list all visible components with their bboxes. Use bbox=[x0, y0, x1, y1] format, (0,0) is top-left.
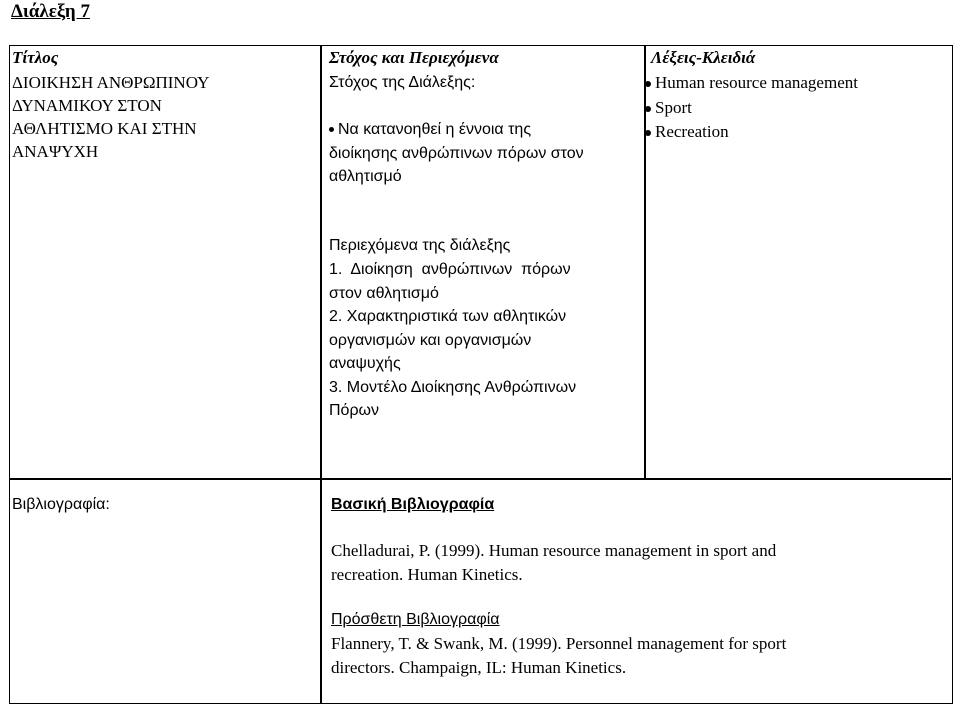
lecture-title-line: ΔΙΟΙΚΗΣΗ ΑΝΘΡΩΠΙΝΟΥ bbox=[12, 73, 210, 92]
keyword-text: Human resource management bbox=[655, 73, 858, 92]
bullet-icon bbox=[329, 127, 334, 132]
bullet-icon bbox=[645, 106, 651, 112]
bullet-icon bbox=[645, 130, 651, 136]
header-title: Τίτλος bbox=[12, 48, 59, 67]
additional-bibliography-line: Flannery, T. & Swank, M. (1999). Personnel management for sport bbox=[331, 634, 787, 653]
goal-bullet-line: αθλητισμό bbox=[329, 168, 402, 185]
contents-line: 2. Χαρακτηριστικά των αθλητικών bbox=[329, 308, 567, 325]
goal-bullet bbox=[329, 118, 584, 189]
lecture-title-line: ΑΝΑΨΥΧΗ bbox=[12, 142, 99, 161]
basic-bibliography-entry bbox=[331, 539, 776, 587]
contents-label: Περιεχόμενα της διάλεξης bbox=[329, 237, 511, 254]
contents-line: στον αθλητισμό bbox=[329, 284, 439, 302]
basic-bibliography-line: recreation. Human Kinetics. bbox=[331, 565, 523, 584]
contents-line: 3. Μοντέλο Διοίκησης Ανθρώπινων bbox=[329, 378, 577, 396]
header-keywords: Λέξεις-Κλειδιά bbox=[651, 48, 756, 67]
keyword-text: Sport bbox=[655, 97, 692, 117]
bibliography-label: Βιβλιογραφία: bbox=[12, 496, 110, 513]
contents-line: αναψυχής bbox=[329, 355, 401, 372]
bullet-icon bbox=[645, 81, 651, 87]
contents-line: 1. Διοίκηση ανθρώπινων πόρων bbox=[329, 261, 571, 278]
column-divider-1 bbox=[320, 46, 322, 479]
additional-bibliography-heading: Πρόσθετη Βιβλιογραφία bbox=[331, 611, 500, 628]
keyword-item bbox=[645, 71, 858, 96]
lecture-title-line: ΔΥΝΑΜΙΚΟΥ ΣΤΟΝ bbox=[12, 96, 162, 115]
contents-line: οργανισμών και οργανισμών bbox=[329, 331, 532, 349]
contents-line: Πόρων bbox=[329, 402, 380, 419]
keyword-text: Recreation bbox=[655, 122, 729, 141]
keywords-list bbox=[645, 71, 858, 145]
goal-bullet-line: διοίκησης ανθρώπινων πόρων στον bbox=[329, 144, 584, 162]
keyword-item bbox=[645, 120, 858, 145]
page-heading: Διάλεξη 7 bbox=[11, 1, 90, 22]
lecture-title bbox=[12, 71, 307, 163]
basic-bibliography-line: Chelladurai, P. (1999). Human resource management in sport and bbox=[331, 541, 777, 560]
bibliography-divider bbox=[320, 478, 322, 703]
keyword-item bbox=[645, 96, 858, 121]
contents-list bbox=[329, 258, 629, 423]
row-divider bbox=[10, 478, 951, 480]
header-goal-contents: Στόχος και Περιεχόμενα bbox=[329, 48, 499, 67]
additional-bibliography-line: directors. Champaign, IL: Human Kinetics. bbox=[331, 658, 627, 677]
goal-label: Στόχος της Διάλεξης: bbox=[329, 74, 476, 91]
lecture-title-line: ΑΘΛΗΤΙΣΜΟ ΚΑΙ ΣΤΗΝ bbox=[12, 119, 197, 138]
additional-bibliography-entry bbox=[331, 632, 786, 680]
basic-bibliography-heading: Βασική Βιβλιογραφία bbox=[331, 496, 495, 513]
goal-bullet-line: Να κατανοηθεί η έννοια της bbox=[338, 121, 532, 138]
